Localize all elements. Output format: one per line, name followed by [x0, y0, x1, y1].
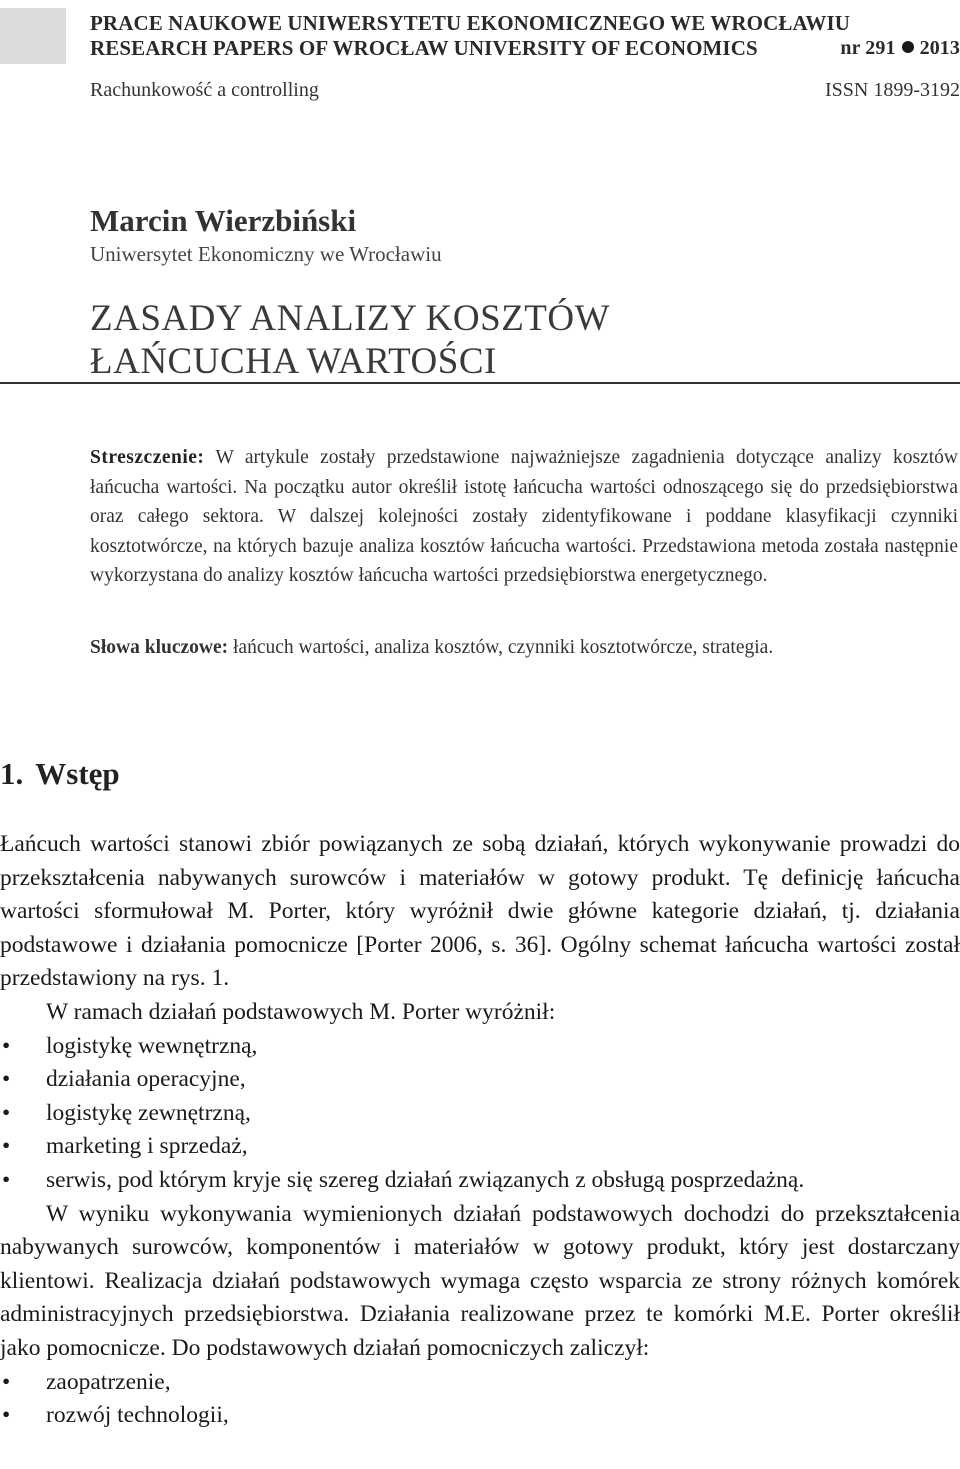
bullet-icon: • — [2, 1368, 11, 1395]
support-activities-list — [0, 1366, 960, 1433]
journal-name-en: RESEARCH PAPERS OF WROCŁAW UNIVERSITY OF ECONOMICS — [90, 36, 758, 60]
list-item: • marketing i sprzedaż, — [0, 1130, 960, 1164]
body-text — [0, 828, 960, 1433]
bullet-dot-icon — [902, 41, 914, 53]
keywords — [90, 633, 958, 662]
abstract-text: W artykule zostały przedstawione najważniejsze zagadnienia dotyczące analizy kosztów łańcucha wartości. Na początku autor określił istotę łańcucha wartości odnoszącego się do przedsiębiorstwa oraz całego sektora. W dalszej kolejności zostały zidentyfikowane i poddane klasyfikacji czynniki kosztotwórcze, na których bazuje analiza kosztów łańcucha wartości. Przedstawiona metoda została następnie wykorzystana do analizy kosztów łańcucha wartości przedsiębiorstwa energetycznego. — [90, 447, 958, 586]
list-item: • logistykę wewnętrzną, — [0, 1030, 960, 1064]
bullet-icon: • — [2, 1133, 11, 1160]
article-title — [90, 297, 610, 383]
list-item: • działania operacyjne, — [0, 1063, 960, 1097]
journal-logo-box — [0, 8, 66, 64]
article-title-line2: ŁAŃCUCHA WARTOŚCI — [90, 341, 497, 382]
paragraph-3: W wyniku wykonywania wymienionych działań podstawowych dochodzi do przekształcenia nabywanych surowców, komponentów i materiałów w gotowy produkt, który jest dostarczany klientowi. Realizacja działań podstawowych wymaga często wsparcia ze strony różnych komórek administracyjnych przedsiębiorstwa. Działania realizowane przez te komórki M.E. Porter określił jako pomocnicze. Do podstawowych działań pomocniczych zaliczył: — [0, 1200, 960, 1361]
primary-activities-list — [0, 1030, 960, 1198]
keywords-text: łańcuch wartości, analiza kosztów, czynniki kosztotwórcze, strategia. — [233, 637, 774, 658]
title-divider — [0, 382, 960, 384]
abstract — [90, 443, 958, 591]
bullet-icon: • — [2, 1032, 11, 1059]
issue-year: 2013 — [919, 37, 960, 59]
issue-number: nr 291 — [840, 37, 896, 59]
author-affiliation: Uniwersytet Ekonomiczny we Wrocławiu — [90, 242, 442, 266]
paragraph-1: Łańcuch wartości stanowi zbiór powiązanych ze sobą działań, których wykonywanie prowadzi do przekształcenia nabywanych surowców i materiałów w gotowy produkt. Tę definicję łańcucha wartości sformułował M. Porter, który wyróżnił dwie główne kategorie działań, tj. działania podstawowe i działania pomocnicze [Porter 2006, s. 36]. Ogólny schemat łańcucha wartości został przedstawiony na rys. 1. — [0, 831, 960, 992]
section-title: Wstęp — [35, 756, 120, 791]
list-item: • serwis, pod którym kryje się szereg działań związanych z obsługą posprzedażną. — [0, 1164, 960, 1198]
list-item: • rozwój technologii, — [0, 1399, 960, 1433]
bullet-icon: • — [2, 1099, 11, 1126]
section-heading — [0, 756, 120, 792]
list-item: • zaopatrzenie, — [0, 1366, 960, 1400]
bullet-icon: • — [2, 1166, 11, 1193]
bullet-icon: • — [2, 1402, 11, 1429]
issue-info — [840, 36, 960, 61]
journal-header — [90, 11, 960, 61]
abstract-label: Streszczenie: — [90, 447, 205, 468]
article-title-line1: ZASADY ANALIZY KOSZTÓW — [90, 298, 611, 339]
issn: ISSN 1899-3192 — [824, 79, 960, 101]
series-name: Rachunkowość a controlling — [90, 79, 319, 101]
paragraph-2: W ramach działań podstawowych M. Porter wyróżnił: — [46, 998, 556, 1025]
list-item: • logistykę zewnętrzną, — [0, 1097, 960, 1131]
author-name: Marcin Wierzbiński — [90, 203, 357, 238]
keywords-label: Słowa kluczowe: — [90, 637, 229, 658]
section-number: 1. — [0, 756, 24, 791]
journal-name-pl: PRACE NAUKOWE UNIWERSYTETU EKONOMICZNEGO WE WROCŁAWIU — [90, 11, 851, 35]
bullet-icon: • — [2, 1066, 11, 1093]
